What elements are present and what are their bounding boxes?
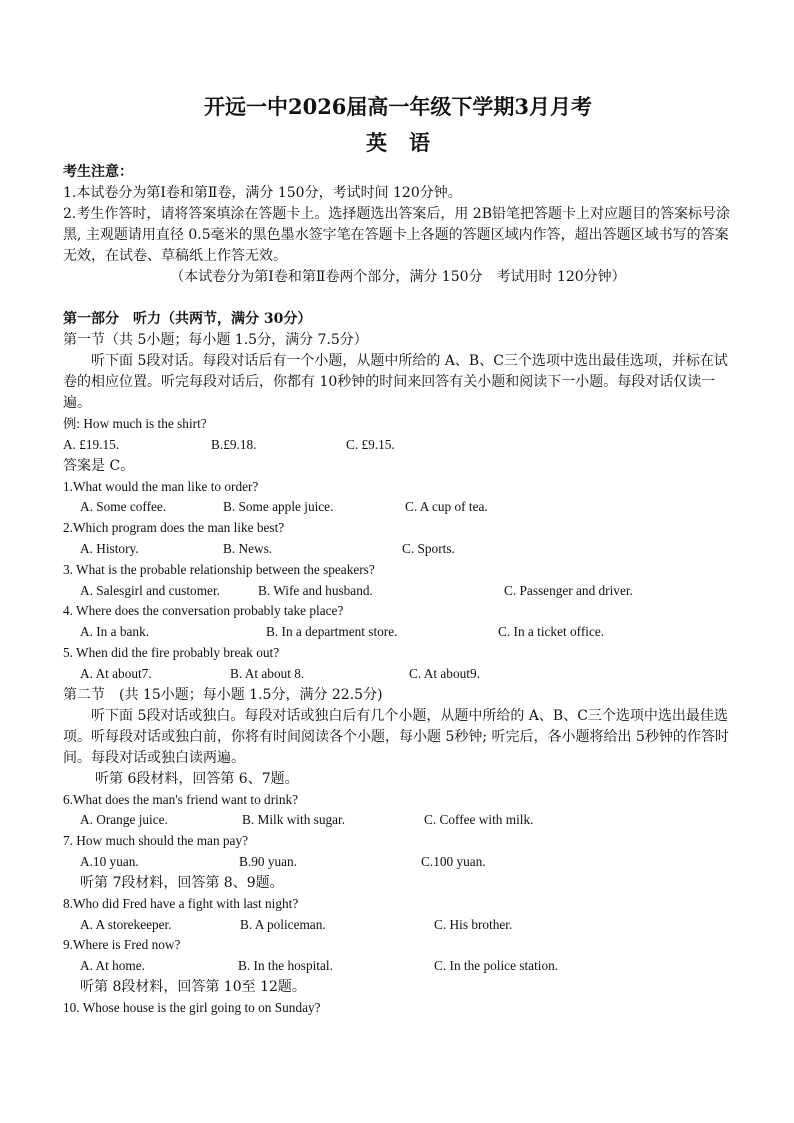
question-5: 5. When did the fire probably break out? (63, 644, 280, 660)
question-9-options (63, 956, 733, 977)
notice-heading: 考生注意： (63, 164, 133, 180)
option-a: A. History. (80, 540, 139, 556)
material-6-note: 听第 6段材料，回答第 6、7题。 (95, 770, 299, 787)
option-b: B. At about 8. (230, 665, 305, 681)
option-c: C. Coffee with milk. (424, 812, 534, 828)
question-2-options (63, 539, 733, 560)
question-9: 9.Where is Fred now? (63, 937, 181, 953)
option-b: B. A policeman. (240, 916, 326, 932)
material-8-note: 听第 8段材料，回答第 10至 12题。 (80, 978, 306, 995)
option-c: C. A cup of tea. (405, 499, 488, 515)
example-question: 例: How much is the shirt? (63, 416, 207, 431)
exam-title: 开远一中2026届高一年级下学期3月月考 (203, 94, 593, 119)
option-a: A. A storekeeper. (80, 916, 172, 932)
question-5-options (63, 664, 733, 685)
option-b: B. Milk with sugar. (242, 812, 346, 828)
example-options (63, 435, 733, 456)
option-c: C. His brother. (434, 916, 513, 932)
question-3-options (63, 581, 733, 602)
question-3: 3. What is the probable relationship between the speakers? (63, 561, 375, 577)
question-4-options (63, 622, 733, 643)
option-c: C.100 yuan. (421, 853, 486, 869)
option-b: B. Wife and husband. (258, 582, 373, 598)
option-c: C. Passenger and driver. (504, 582, 633, 598)
option-c: C. Sports. (402, 540, 455, 556)
option-c: C. At about9. (409, 665, 480, 681)
question-7: 7. How much should the man pay? (63, 833, 249, 849)
option-c: C. In the police station. (434, 958, 559, 974)
option-b: B. News. (223, 540, 273, 556)
question-2: 2.Which program does the man like best? (63, 520, 285, 536)
section1-instructions: 听下面 5段对话。每段对话后有一个小题，从题中所给的 A、B、C三个选项中选出最佳选项，并标在试卷的相应位置。听完每段对话后，你都有 10秒钟的时间来回答有关小题和阅读下一小题。每段对话仅读一遍。 (63, 353, 728, 411)
notice-line-3: （本试卷分为第Ⅰ卷和第Ⅱ卷两个部分，满分 150分 考试用时 120分钟） (170, 269, 626, 285)
option-a: A. In a bank. (80, 624, 150, 640)
question-6: 6.What does the man's friend want to drink? (63, 791, 299, 807)
question-8-options (63, 915, 733, 936)
option-a: A. Orange juice. (80, 812, 168, 828)
question-8: 8.Who did Fred have a fight with last night? (63, 895, 299, 911)
option-c: C. £9.15. (346, 436, 395, 452)
question-6-options (63, 810, 733, 831)
question-1-options (63, 497, 733, 518)
example-answer: 答案是 C。 (63, 457, 135, 474)
option-a: A. £19.15. (63, 436, 120, 452)
option-a: A.10 yuan. (80, 853, 139, 869)
question-10: 10. Whose house is the girl going to on Sunday? (63, 999, 321, 1015)
option-b: B.90 yuan. (239, 853, 297, 869)
part1-heading: 第一部分 听力（共两节，满分 30分） (63, 311, 312, 327)
section2-heading: 第二节 (共 15小题；每小题 1.5分，满分 22.5分) (63, 686, 383, 703)
option-a: A. At home. (80, 958, 146, 974)
question-7-options (63, 852, 733, 873)
option-b: B. In a department store. (266, 624, 398, 640)
notice-line-1: 1.本试卷分为第Ⅰ卷和第Ⅱ卷，满分 150分，考试时间 120分钟。 (63, 185, 462, 201)
option-a: A. At about7. (80, 665, 152, 681)
question-4: 4. Where does the conversation probably take place? (63, 603, 344, 619)
section2-instructions: 听下面 5段对话或独白。每段对话或独白后有几个小题，从题中所给的 A、B、C三个选项中选出最佳选项。听每段对话或独白前，你将有时间阅读各个小题，每小题 5秒钟; 听完后，各小题将给出 5秒钟的作答时间。每段对话或独白读两遍。 (63, 707, 729, 766)
exam-subject: 英语 (366, 130, 452, 155)
material-7-note: 听第 7段材料，回答第 8、9题。 (80, 874, 284, 891)
option-c: C. In a ticket office. (498, 624, 605, 640)
option-b: B. Some apple juice. (223, 499, 334, 515)
exam-page (63, 92, 733, 1019)
section1-heading: 第一节（共 5小题；每小题 1.5分，满分 7.5分） (63, 332, 368, 348)
option-b: B. In the hospital. (238, 958, 333, 974)
option-b: B.£9.18. (211, 436, 257, 452)
question-1: 1.What would the man like to order? (63, 478, 259, 494)
notice-line-2: 2.考生作答时，请将答案填涂在答题卡上。选择题选出答案后，用 2B铅笔把答题卡上对应题目的答案标号涂黑, 主观题请用直径 0.5毫米的黑色墨水签字笔在答题卡上各题的答题区域内作答，超出答题区域书写的答案无效，在试卷、草稿纸上作答无效。 (63, 206, 731, 264)
option-a: A. Some coffee. (80, 499, 167, 515)
option-a: A. Salesgirl and customer. (80, 582, 220, 598)
